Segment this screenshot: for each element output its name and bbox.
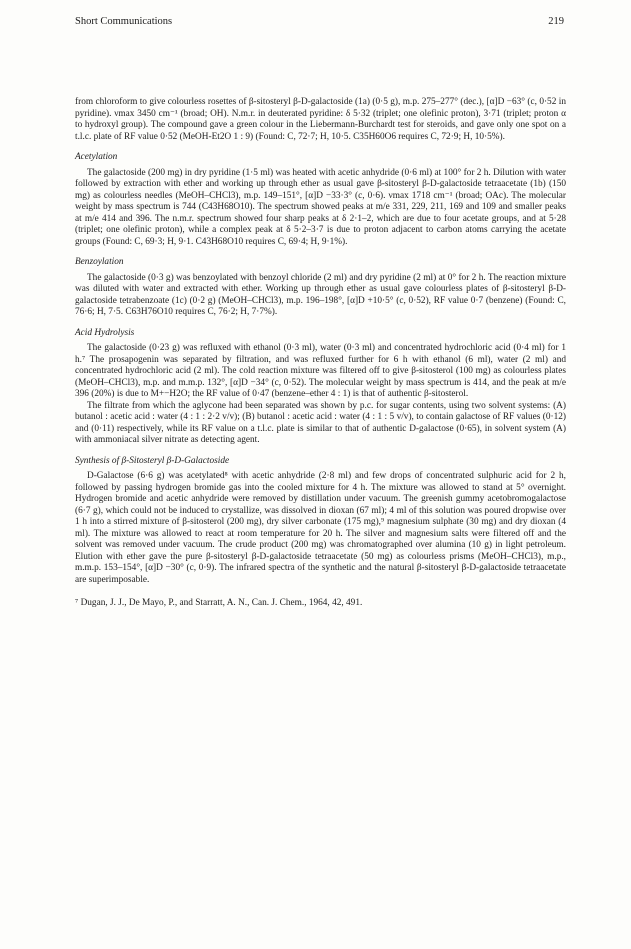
page-number: 219 [548, 16, 564, 27]
paragraph-acetylation: The galactoside (200 mg) in dry pyridine (1·5 ml) was heated with acetic anhydride (0·6 ml) at 100° for 2 h. Dilution with water followed by extraction with ether and working up through ether as usual gave β-sitosteryl β-D-galactoside tetraacetate (1b) (150 mg) as colourless needles (MeOH–CHCl3), m.p. 149–151°, [α]D −33·3° (c, 0·6). νmax 1718 cm⁻¹ (broad; OAc). The molecular weight by mass spectrum is 744 (C43H68O10). The spectrum showed peaks at m/e 331, 229, 211, 169 and 109 and smaller peaks at m/e 414 and 396. The n.m.r. spectrum showed four sharp peaks at δ 2·1–2, which are due to four acetate groups, and at 5·28 (triplet; one olefinic proton), while a complex peak at δ 5·2–3·7 is due to proton adjacent to carbon atoms carrying the acetate groups (Found: C, 69·3; H, 9·1. C43H68O10 requires C, 69·4; H, 9·1%). [75, 167, 566, 247]
running-header [75, 16, 564, 27]
paragraph-benzoylation: The galactoside (0·3 g) was benzoylated with benzoyl chloride (2 ml) and dry pyridine (2 ml) at 0° for 2 h. The reaction mixture was diluted with water and extracted with ether. Working up through ether as usual gave colourless plates of β-sitosteryl β-D-galactoside tetrabenzoate (1c) (0·2 g) (MeOH–CHCl3), m.p. 196–198°, [α]D +10·5° (c, 0·52), RF value 0·7 (benzene) (Found: C, 76·6; H, 7·5. C63H76O10 requires C, 76·2; H, 7·7%). [75, 272, 566, 317]
paragraph-synthesis: D-Galactose (6·6 g) was acetylated⁸ with acetic anhydride (2·8 ml) and few drops of concentrated sulphuric acid for 2 h, followed by passing hydrogen bromide gas into the cooled mixture for 4 h. The mixture was allowed to stand at 5° overnight. Hydrogen bromide and acetic anhydride were removed by distillation under vacuum. The greenish gummy acetobromogalactose (6·7 g), which could not be induced to crystallize, was dissolved in dioxan (67 ml); 4 ml of this solution was poured dropwise over 1 h into a stirred mixture of β-sitosterol (200 mg), dry silver carbonate (175 mg),⁹ magnesium sulphate (30 mg) and dry dioxan (4 ml). The mixture was allowed to react at room temperature for 20 h. The silver and magnesium salts were filtered off and the solvent was removed under vacuum. The crude product (200 mg) was chromatographed over alumina (10 g) in light petroleum. Elution with ether gave the pure β-sitosteryl β-D-galactoside tetraacetate (50 mg) as colourless prisms (MeOH–CHCl3), m.p., m.m.p. 153–154°, [α]D −30° (c, 0·9). The infrared spectra of the synthetic and the natural β-sitosteryl β-D-galactoside tetraacetate are superimposable. [75, 471, 566, 585]
paragraph-hydrolysis-2: The filtrate from which the aglycone had been separated was shown by p.c. for sugar contents, using two solvent systems: (A) butanol : acetic acid : water (4 : 1 : 2·2 v/v); (B) butanol : acetic acid : water (4 : 1 : 5 v/v), to contain galactose of RF values (0·12) and (0·11) respectively, while its RF value on a t.l.c. plate is similar to that of authentic D-galactose (0·65), in solvent system (A) with ammoniacal silver nitrate as detecting agent. [75, 400, 566, 445]
paragraph-hydrolysis-1: The galactoside (0·23 g) was refluxed with ethanol (0·3 ml), water (0·3 ml) and concentrated hydrochloric acid (0·4 ml) for 1 h.⁷ The prosapogenin was separated by filtration, and was refluxed further for 6 h with ethanol (6 ml), water (2 ml) and concentrated hydrochloric acid (2 ml). The cold reaction mixture was filtered off to give β-sitosterol (100 mg) as colourless plates (MeOH–CHCl3), m.p. and m.m.p. 132°, [α]D −34° (c, 0·52). The molecular weight by mass spectrum is 414, and the peak at m/e 396 (20%) is due to M+−H2O; the RF value of 0·47 (benzene–ether 4 : 1) is that of authentic β-sitosterol. [75, 343, 566, 399]
section-title-acetylation: Acetylation [75, 152, 118, 162]
section-title-acid-hydrolysis: Acid Hydrolysis [75, 327, 135, 338]
running-title: Short Communications [75, 16, 173, 27]
article-body [75, 97, 566, 610]
paragraph-intro: from chloroform to give colourless rosettes of β-sitosteryl β-D-galactoside (1a) (0·5 g), m.p. 275–277° (dec.), [α]D −63° (c, 0·52 in pyridine). νmax 3450 cm⁻¹ (broad; OH). N.m.r. in deuterated pyridine: δ 5·32 (triplet; one olefinic proton), 3·71 (triplet; proton α to hydroxyl group). The compound gave a green colour in the Liebermann-Burchardt test for steroids, and gave only one spot on a t.l.c. plate of RF value 0·52 (MeOH-Et2O 1 : 9) (Found: C, 72·7; H, 10·5. C35H60O6 requires C, 72·9; H, 10·5%). [75, 97, 566, 142]
section-title-synthesis: Synthesis of β-Sitosteryl β-D-Galactoside [75, 455, 230, 466]
footnote: ⁷ Dugan, J. J., De Mayo, P., and Starratt, A. N., Can. J. Chem., 1964, 42, 491. [75, 598, 363, 608]
section-title-benzoylation: Benzoylation [75, 257, 124, 267]
